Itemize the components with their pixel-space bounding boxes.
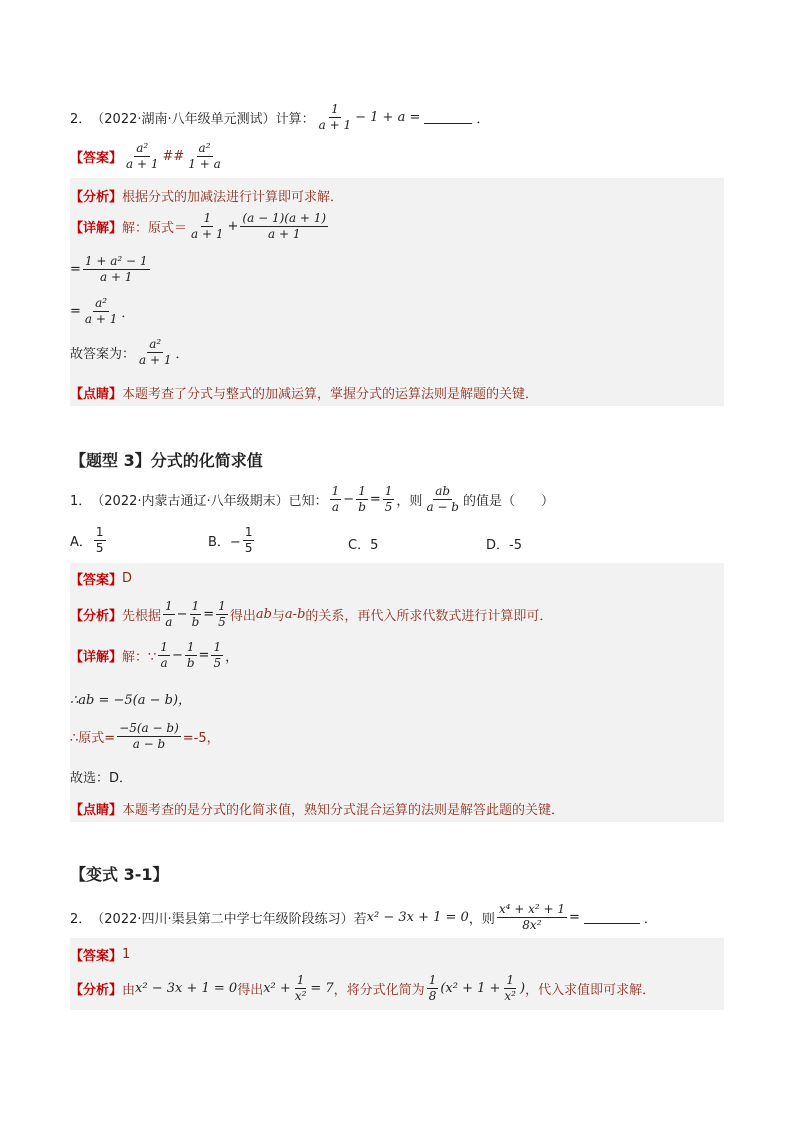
analysis-tag: 【分析】: [70, 982, 123, 998]
fraction-numerator: −5(a − b): [119, 721, 179, 735]
answer-blank: [424, 111, 472, 124]
fraction-denominator: 8x²: [522, 917, 542, 932]
answer-value: 1: [122, 947, 131, 962]
analysis-line: [70, 600, 552, 628]
analysis-line: [70, 186, 343, 205]
fraction-denominator: a: [160, 655, 168, 670]
detail-fraction-1: [189, 212, 225, 240]
answer-tag: 【答案】: [70, 949, 123, 964]
fraction-numerator: 1: [165, 599, 173, 613]
step-2-line: [70, 297, 134, 325]
fraction-numerator: 1 + a² − 1: [84, 254, 148, 268]
plus-sign: +: [227, 218, 239, 234]
comment-text: 本题考查的是分式的化简求值，熟知分式混合运算的法则是解答此题的关键．: [122, 803, 565, 818]
analysis-mid: 与: [271, 608, 285, 624]
question-number: 1．: [70, 493, 92, 509]
question-source: （2022·四川·渠县第二中学七年级阶段练习）若: [91, 911, 367, 927]
option-fraction: [94, 526, 106, 554]
fraction: [356, 485, 368, 513]
condition-expression: x² − 3x + 1 = 0: [366, 909, 469, 925]
analysis-post: ，代入求值即可求解．: [525, 982, 656, 998]
coefficient-fraction: [427, 974, 439, 1002]
expression-pre: x² +: [263, 980, 291, 996]
fraction-denominator: a: [331, 499, 340, 514]
fraction-denominator: a − b: [426, 499, 459, 514]
comment-text: 本题考查了分式与整式的加减运算，掌握分式的运算法则是解题的关键．: [122, 387, 539, 402]
question-tail: 的值是（ ）: [462, 493, 554, 509]
fraction-denominator: a + 1: [84, 311, 118, 326]
equals-sign: =: [198, 647, 210, 663]
fraction: [330, 485, 342, 513]
step-2-lead: ∴原式=: [70, 730, 116, 746]
minus-sign: −: [176, 606, 188, 622]
answer-fraction: [124, 142, 160, 170]
fraction: [190, 600, 202, 628]
detail-line: [70, 212, 330, 240]
fraction-denominator: a: [165, 614, 173, 629]
variant-heading: 【变式 3-1】: [70, 865, 169, 884]
fraction-numerator: 1: [244, 525, 253, 539]
final-answer-line: 故选：D．: [70, 771, 133, 786]
answer-value: D: [122, 571, 133, 586]
analysis-tag: 【分析】: [70, 608, 123, 624]
answer-line: [70, 569, 132, 588]
section-heading: 【题型 3】分式的化简求值: [70, 451, 263, 470]
expression-post: = 7: [310, 980, 334, 996]
fraction: [158, 641, 170, 669]
paren-pre: (x² + 1 +: [440, 980, 501, 996]
fraction-denominator: a + 1: [126, 156, 159, 171]
expression-tail: − 1 + a =: [355, 109, 421, 125]
option-fraction: [243, 526, 255, 554]
option-a: [70, 526, 108, 554]
detail-fraction-2: [240, 212, 328, 240]
comment-line: [70, 383, 538, 402]
fraction-numerator: 1: [218, 599, 226, 613]
condition-expression: x² − 3x + 1 = 0: [135, 980, 238, 996]
then-text: ，则: [468, 911, 495, 927]
comment-tag: 【点睛】: [70, 387, 123, 402]
question-2-prev: [70, 103, 489, 131]
answer-fraction-alt: [186, 142, 222, 170]
fraction-denominator: 5: [218, 614, 226, 629]
minus-sign: −: [171, 647, 183, 663]
equals-sign: =: [203, 606, 215, 622]
analysis-pre: 先根据: [122, 608, 162, 624]
analysis-text: 根据分式的加减法进行计算即可求解．: [122, 190, 344, 205]
option-label: B．−: [208, 534, 241, 550]
option-b: [208, 526, 256, 554]
period: ．: [643, 911, 657, 927]
fraction: [424, 485, 461, 513]
fraction-denominator: x²: [294, 988, 307, 1003]
detail-tag: 【详解】: [70, 220, 123, 236]
analysis-post: 的关系，再代入所求代数式进行计算即可．: [305, 608, 553, 624]
fraction-numerator: 1: [213, 640, 222, 654]
question-1: [70, 485, 554, 513]
step-2-end: =-5，: [182, 730, 220, 746]
fraction-denominator: 5: [244, 540, 253, 555]
option-label: A．: [70, 534, 92, 550]
fraction-numerator: 1: [203, 211, 212, 225]
fraction: [317, 103, 353, 131]
option-d: [486, 534, 522, 553]
answer-line: [70, 142, 225, 170]
step-1-fraction: [83, 255, 150, 283]
equals-sign: =: [70, 261, 81, 277]
answer-line: [70, 945, 130, 964]
analysis-mid: 得出: [237, 982, 264, 998]
fraction: [293, 974, 309, 1002]
option-c: [348, 534, 378, 553]
fraction-numerator: 1: [95, 525, 104, 539]
paren-post: ): [519, 980, 526, 996]
fraction-numerator: 1: [428, 973, 437, 987]
analysis-var: ab: [255, 606, 272, 622]
question-number: 2．: [70, 911, 92, 927]
fraction-denominator: a + 1: [99, 269, 133, 284]
fraction-denominator: a + 1: [139, 352, 172, 367]
fraction-denominator: a + 1: [191, 226, 224, 241]
period: ．: [121, 305, 135, 321]
fraction-numerator: 1: [331, 484, 340, 498]
question-2: [70, 903, 657, 931]
equals-sign: =: [569, 909, 580, 925]
final-answer-line: [70, 338, 189, 366]
fraction-numerator: 1: [358, 484, 366, 498]
detail-lead: 解：∵: [122, 649, 157, 665]
period: ．: [175, 346, 189, 362]
equals-sign: =: [70, 303, 81, 319]
fraction-denominator: 5: [213, 655, 222, 670]
question-source: （2022·湖南·八年级单元测试）计算：: [91, 111, 315, 127]
then-text: ，则: [396, 493, 423, 509]
fraction-numerator: 1: [160, 640, 168, 654]
fraction: [163, 600, 175, 628]
fraction-numerator: a²: [95, 296, 108, 310]
analysis-mid: ，将分式化简为: [333, 982, 425, 998]
fraction-denominator: 5: [95, 540, 104, 555]
question-source: （2022·内蒙古通辽·八年级期末）已知：: [91, 493, 328, 509]
fraction-numerator: 1: [186, 640, 195, 654]
fraction: [211, 641, 223, 669]
final-lead: 故答案为：: [70, 346, 136, 362]
fraction-numerator: 1: [191, 599, 200, 613]
step-2-fraction: [117, 722, 181, 750]
fraction-numerator: ab: [435, 484, 451, 498]
fraction: [185, 641, 197, 669]
final-fraction: [137, 338, 173, 366]
period: ．: [476, 111, 490, 127]
step-2-fraction: [83, 297, 119, 325]
answer-tag: 【答案】: [70, 573, 123, 588]
fraction-numerator: x⁴ + x² + 1: [498, 902, 565, 916]
comma: ，: [225, 649, 239, 665]
fraction-denominator: x²: [504, 988, 516, 1003]
equals-sign: =: [369, 491, 381, 507]
fraction: [502, 974, 518, 1002]
answer-separator: ##: [162, 148, 185, 164]
analysis-mid: 得出: [229, 608, 256, 624]
fraction-denominator: b: [191, 614, 200, 629]
fraction-denominator: a − b: [132, 736, 166, 751]
detail-lead: 解：原式＝: [122, 220, 188, 236]
step-2-line: [70, 722, 220, 750]
fraction-numerator: 1: [296, 973, 305, 987]
analysis-tag: 【分析】: [70, 190, 123, 205]
comment-tag: 【点睛】: [70, 803, 123, 818]
comment-line: [70, 799, 564, 818]
option-label: D．-5: [486, 538, 522, 553]
minus-sign: −: [343, 491, 355, 507]
fraction-denominator: 1 + a: [188, 156, 221, 171]
answer-blank: [584, 911, 640, 924]
fraction-numerator: (a − 1)(a + 1): [242, 211, 327, 225]
answer-tag: 【答案】: [70, 150, 123, 166]
fraction-numerator: 1: [331, 102, 339, 116]
analysis-var: a-b: [284, 606, 306, 622]
fraction: [383, 485, 395, 513]
step-1-line: [70, 255, 152, 283]
fraction-numerator: a²: [149, 337, 162, 351]
fraction: [216, 600, 228, 628]
fraction-numerator: 1: [506, 973, 515, 987]
analysis-pre: 由: [122, 982, 136, 998]
fraction-denominator: a + 1: [268, 226, 301, 241]
detail-tag: 【详解】: [70, 649, 123, 665]
fraction-denominator: 5: [384, 499, 393, 514]
analysis-line: [70, 974, 655, 1002]
fraction-denominator: b: [186, 655, 195, 670]
option-label: C．5: [348, 538, 379, 553]
step-1-line: ∴ab = −5(a − b)，: [70, 693, 192, 708]
fraction-numerator: 1: [384, 484, 393, 498]
question-number: 2．: [70, 111, 92, 127]
detail-line: [70, 641, 238, 669]
fraction: [497, 903, 567, 931]
fraction-numerator: a²: [198, 141, 211, 155]
fraction-numerator: a²: [136, 141, 149, 155]
fraction-denominator: b: [358, 499, 366, 514]
fraction-denominator: 8: [428, 988, 437, 1003]
fraction-denominator: a + 1: [318, 117, 352, 132]
